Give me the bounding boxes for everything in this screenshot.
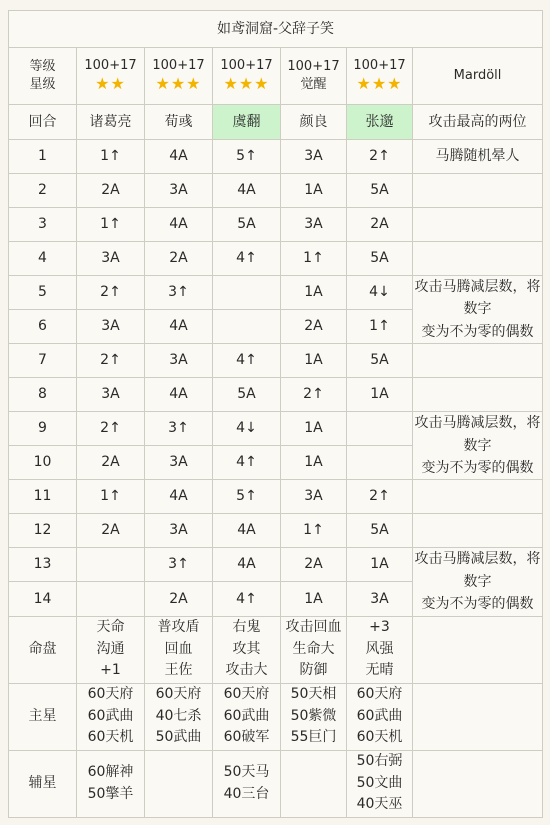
action-cell: 4A bbox=[145, 310, 213, 344]
action-cell: 4↑ bbox=[213, 582, 281, 616]
fuxing-cell bbox=[145, 750, 213, 817]
action-cell: 1A bbox=[347, 378, 413, 412]
action-cell: 4A bbox=[213, 548, 281, 582]
action-cell: 4A bbox=[145, 480, 213, 514]
action-cell: 3A bbox=[145, 514, 213, 548]
strategy-sheet bbox=[8, 10, 542, 818]
action-cell bbox=[77, 548, 145, 582]
action-cell: 2↑ bbox=[347, 140, 413, 174]
action-cell: 2A bbox=[77, 174, 145, 208]
round-number: 12 bbox=[9, 514, 77, 548]
hero-header-1: 100+17 ★★ bbox=[77, 48, 145, 105]
action-cell: 1↑ bbox=[281, 514, 347, 548]
round-number: 2 bbox=[9, 174, 77, 208]
action-cell bbox=[213, 276, 281, 310]
hero-name-yan-liang: 颜良 bbox=[281, 105, 347, 140]
round-note: 马腾随机晕人 bbox=[413, 140, 543, 174]
fuxing-cell bbox=[281, 750, 347, 817]
action-cell: 1A bbox=[281, 344, 347, 378]
empty-cell bbox=[413, 514, 543, 548]
action-cell: 3A bbox=[281, 480, 347, 514]
round-note: 攻击马腾减层数，将数字 变为不为零的偶数 bbox=[413, 276, 543, 344]
action-cell: 3A bbox=[77, 378, 145, 412]
table-title: 如鸢洞窟-父辞子笑 bbox=[9, 11, 543, 48]
action-cell: 3A bbox=[77, 242, 145, 276]
zhuxing-cell: 60天府 40七杀 50武曲 bbox=[145, 683, 213, 750]
action-cell: 3A bbox=[281, 140, 347, 174]
round-row bbox=[9, 276, 543, 310]
action-cell: 1↑ bbox=[347, 310, 413, 344]
round-row bbox=[9, 174, 543, 208]
action-cell: 5A bbox=[347, 242, 413, 276]
action-cell: 1A bbox=[347, 548, 413, 582]
action-cell: 5A bbox=[347, 514, 413, 548]
action-cell: 4↓ bbox=[347, 276, 413, 310]
action-cell: 2↑ bbox=[347, 480, 413, 514]
action-cell: 1A bbox=[281, 582, 347, 616]
action-cell: 3↑ bbox=[145, 548, 213, 582]
action-cell: 5↑ bbox=[213, 480, 281, 514]
action-cell: 2↑ bbox=[77, 412, 145, 446]
empty-cell bbox=[413, 378, 543, 412]
action-cell: 2↑ bbox=[77, 276, 145, 310]
action-cell: 4↑ bbox=[213, 344, 281, 378]
fuxing-row bbox=[9, 750, 543, 817]
action-cell: 3A bbox=[77, 310, 145, 344]
action-cell: 4↑ bbox=[213, 242, 281, 276]
star-rating: ★★★ bbox=[223, 74, 270, 93]
action-cell bbox=[213, 310, 281, 344]
action-cell: 2A bbox=[281, 548, 347, 582]
hero-name-zhuge-liang: 诸葛亮 bbox=[77, 105, 145, 140]
action-cell: 1A bbox=[281, 174, 347, 208]
empty-cell bbox=[413, 480, 543, 514]
round-label: 回合 bbox=[9, 105, 77, 140]
action-cell: 4A bbox=[145, 208, 213, 242]
target-note: 攻击最高的两位 bbox=[413, 105, 543, 140]
action-cell: 3↑ bbox=[145, 412, 213, 446]
action-cell: 1A bbox=[281, 276, 347, 310]
round-number: 5 bbox=[9, 276, 77, 310]
round-number: 4 bbox=[9, 242, 77, 276]
round-row bbox=[9, 242, 543, 276]
action-cell: 3A bbox=[281, 208, 347, 242]
action-cell: 5↑ bbox=[213, 140, 281, 174]
action-cell: 2A bbox=[145, 242, 213, 276]
action-cell: 2↑ bbox=[281, 378, 347, 412]
round-number: 9 bbox=[9, 412, 77, 446]
round-row bbox=[9, 208, 543, 242]
mingpan-cell: 天命 沟通 +1 bbox=[77, 616, 145, 683]
zhuxing-label: 主星 bbox=[9, 683, 77, 750]
action-cell: 4↓ bbox=[213, 412, 281, 446]
round-row bbox=[9, 344, 543, 378]
strategy-table bbox=[8, 10, 543, 818]
empty-cell bbox=[413, 683, 543, 750]
star-rating: ★★ bbox=[95, 74, 126, 93]
action-cell: 4↑ bbox=[213, 446, 281, 480]
action-cell: 3A bbox=[145, 446, 213, 480]
fuxing-label: 辅星 bbox=[9, 750, 77, 817]
round-row bbox=[9, 412, 543, 446]
action-cell: 2A bbox=[77, 446, 145, 480]
action-cell: 2A bbox=[145, 582, 213, 616]
round-row bbox=[9, 514, 543, 548]
action-cell: 2A bbox=[347, 208, 413, 242]
level-star-label: 等级 星级 bbox=[9, 48, 77, 105]
round-number: 7 bbox=[9, 344, 77, 378]
zhuxing-row bbox=[9, 683, 543, 750]
fuxing-cell: 50天马 40三台 bbox=[213, 750, 281, 817]
action-cell: 5A bbox=[213, 378, 281, 412]
round-note: 攻击马腾减层数，将数字 变为不为零的偶数 bbox=[413, 412, 543, 480]
mingpan-cell: +3 风强 无晴 bbox=[347, 616, 413, 683]
round-row bbox=[9, 140, 543, 174]
action-cell: 4A bbox=[145, 378, 213, 412]
action-cell: 3A bbox=[145, 344, 213, 378]
names-row bbox=[9, 105, 543, 140]
fuxing-cell: 60解神 50擎羊 bbox=[77, 750, 145, 817]
action-cell: 1↑ bbox=[281, 242, 347, 276]
mingpan-cell: 攻击回血 生命大 防御 bbox=[281, 616, 347, 683]
round-row bbox=[9, 548, 543, 582]
action-cell: 1↑ bbox=[77, 140, 145, 174]
header-row bbox=[9, 48, 543, 105]
action-cell: 1A bbox=[281, 446, 347, 480]
empty-cell bbox=[413, 750, 543, 817]
action-cell: 5A bbox=[213, 208, 281, 242]
empty-cell bbox=[413, 616, 543, 683]
hero-header-3: 100+17 ★★★ bbox=[213, 48, 281, 105]
hero-name-xun-yu: 荀彧 bbox=[145, 105, 213, 140]
empty-cell bbox=[413, 242, 543, 276]
mingpan-cell: 右鬼 攻其 攻击大 bbox=[213, 616, 281, 683]
action-cell: 5A bbox=[347, 344, 413, 378]
action-cell bbox=[77, 582, 145, 616]
hero-header-4: 100+17 觉醒 bbox=[281, 48, 347, 105]
mingpan-row bbox=[9, 616, 543, 683]
zhuxing-cell: 60天府 60武曲 60破军 bbox=[213, 683, 281, 750]
action-cell bbox=[347, 446, 413, 480]
action-cell: 1↑ bbox=[77, 208, 145, 242]
round-note: 攻击马腾减层数，将数字 变为不为零的偶数 bbox=[413, 548, 543, 616]
round-number: 14 bbox=[9, 582, 77, 616]
action-cell: 3A bbox=[347, 582, 413, 616]
action-cell: 3↑ bbox=[145, 276, 213, 310]
zhuxing-cell: 50天相 50紫微 55巨门 bbox=[281, 683, 347, 750]
zhuxing-cell: 60天府 60武曲 60天机 bbox=[77, 683, 145, 750]
action-cell: 2A bbox=[77, 514, 145, 548]
hero-header-2: 100+17 ★★★ bbox=[145, 48, 213, 105]
empty-cell bbox=[413, 344, 543, 378]
empty-cell bbox=[413, 208, 543, 242]
round-row bbox=[9, 378, 543, 412]
empty-cell bbox=[413, 174, 543, 208]
round-number: 13 bbox=[9, 548, 77, 582]
action-cell: 4A bbox=[213, 514, 281, 548]
mingpan-label: 命盘 bbox=[9, 616, 77, 683]
round-number: 3 bbox=[9, 208, 77, 242]
action-cell: 2↑ bbox=[77, 344, 145, 378]
action-cell: 5A bbox=[347, 174, 413, 208]
fuxing-cell: 50右弼 50文曲 40天巫 bbox=[347, 750, 413, 817]
hero-name-yu-fan: 虞翻 bbox=[213, 105, 281, 140]
action-cell: 1↑ bbox=[77, 480, 145, 514]
round-number: 6 bbox=[9, 310, 77, 344]
hero-name-zhang-miao: 张邈 bbox=[347, 105, 413, 140]
mingpan-cell: 普攻盾 回血 王佐 bbox=[145, 616, 213, 683]
awaken-label: 觉醒 bbox=[300, 77, 327, 92]
round-number: 10 bbox=[9, 446, 77, 480]
action-cell: 3A bbox=[145, 174, 213, 208]
round-number: 1 bbox=[9, 140, 77, 174]
round-number: 11 bbox=[9, 480, 77, 514]
zhuxing-cell: 60天府 60武曲 60天机 bbox=[347, 683, 413, 750]
action-cell: 4A bbox=[145, 140, 213, 174]
action-cell: 2A bbox=[281, 310, 347, 344]
action-cell bbox=[347, 412, 413, 446]
round-number: 8 bbox=[9, 378, 77, 412]
action-cell: 4A bbox=[213, 174, 281, 208]
author-credit: Mardöll bbox=[413, 48, 543, 105]
action-cell: 1A bbox=[281, 412, 347, 446]
star-rating: ★★★ bbox=[356, 74, 403, 93]
hero-header-5: 100+17 ★★★ bbox=[347, 48, 413, 105]
star-rating: ★★★ bbox=[155, 74, 202, 93]
round-row bbox=[9, 480, 543, 514]
